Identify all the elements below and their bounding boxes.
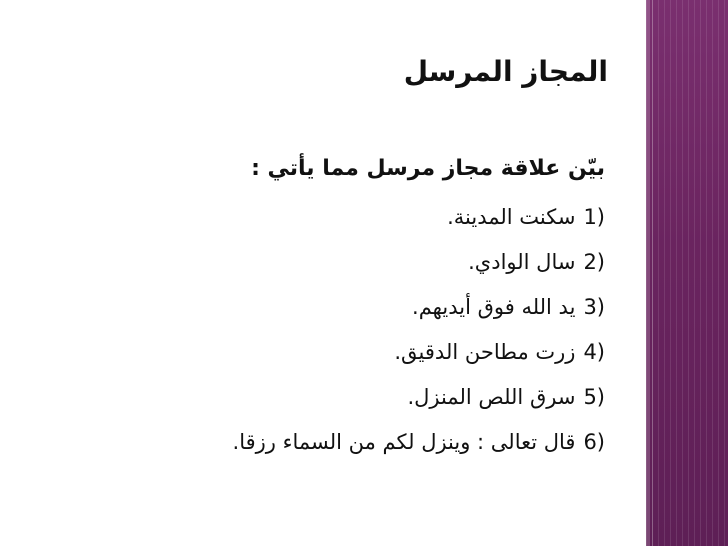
slide-content: [45, 147, 605, 465]
item-text: سكنت المدينة.: [447, 205, 576, 229]
exercise-item: [45, 375, 605, 420]
exercise-item: [45, 420, 605, 465]
item-text: يد الله فوق أيديهم.: [412, 295, 576, 319]
item-text: قال تعالى : وينزل لكم من السماء رزقا.: [232, 430, 576, 454]
item-number: 1): [583, 205, 605, 229]
item-number: 3): [583, 295, 605, 319]
exercise-item: [45, 285, 605, 330]
item-number: 6): [583, 430, 605, 454]
item-number: 4): [583, 340, 605, 364]
item-number: 5): [583, 385, 605, 409]
item-text: سرق اللص المنزل.: [407, 385, 576, 409]
question-text: بيّن علاقة مجاز مرسل مما يأتي :: [251, 156, 605, 181]
decorative-side-band: [646, 0, 728, 546]
item-text: سال الوادي.: [468, 250, 576, 274]
item-text: زرت مطاحن الدقيق.: [394, 340, 576, 364]
exercise-item: [45, 195, 605, 240]
exercise-item: [45, 330, 605, 375]
exercise-list: [45, 195, 605, 465]
exercise-item: [45, 240, 605, 285]
item-number: 2): [583, 250, 605, 274]
slide-title: المجاز المرسل: [403, 55, 608, 88]
